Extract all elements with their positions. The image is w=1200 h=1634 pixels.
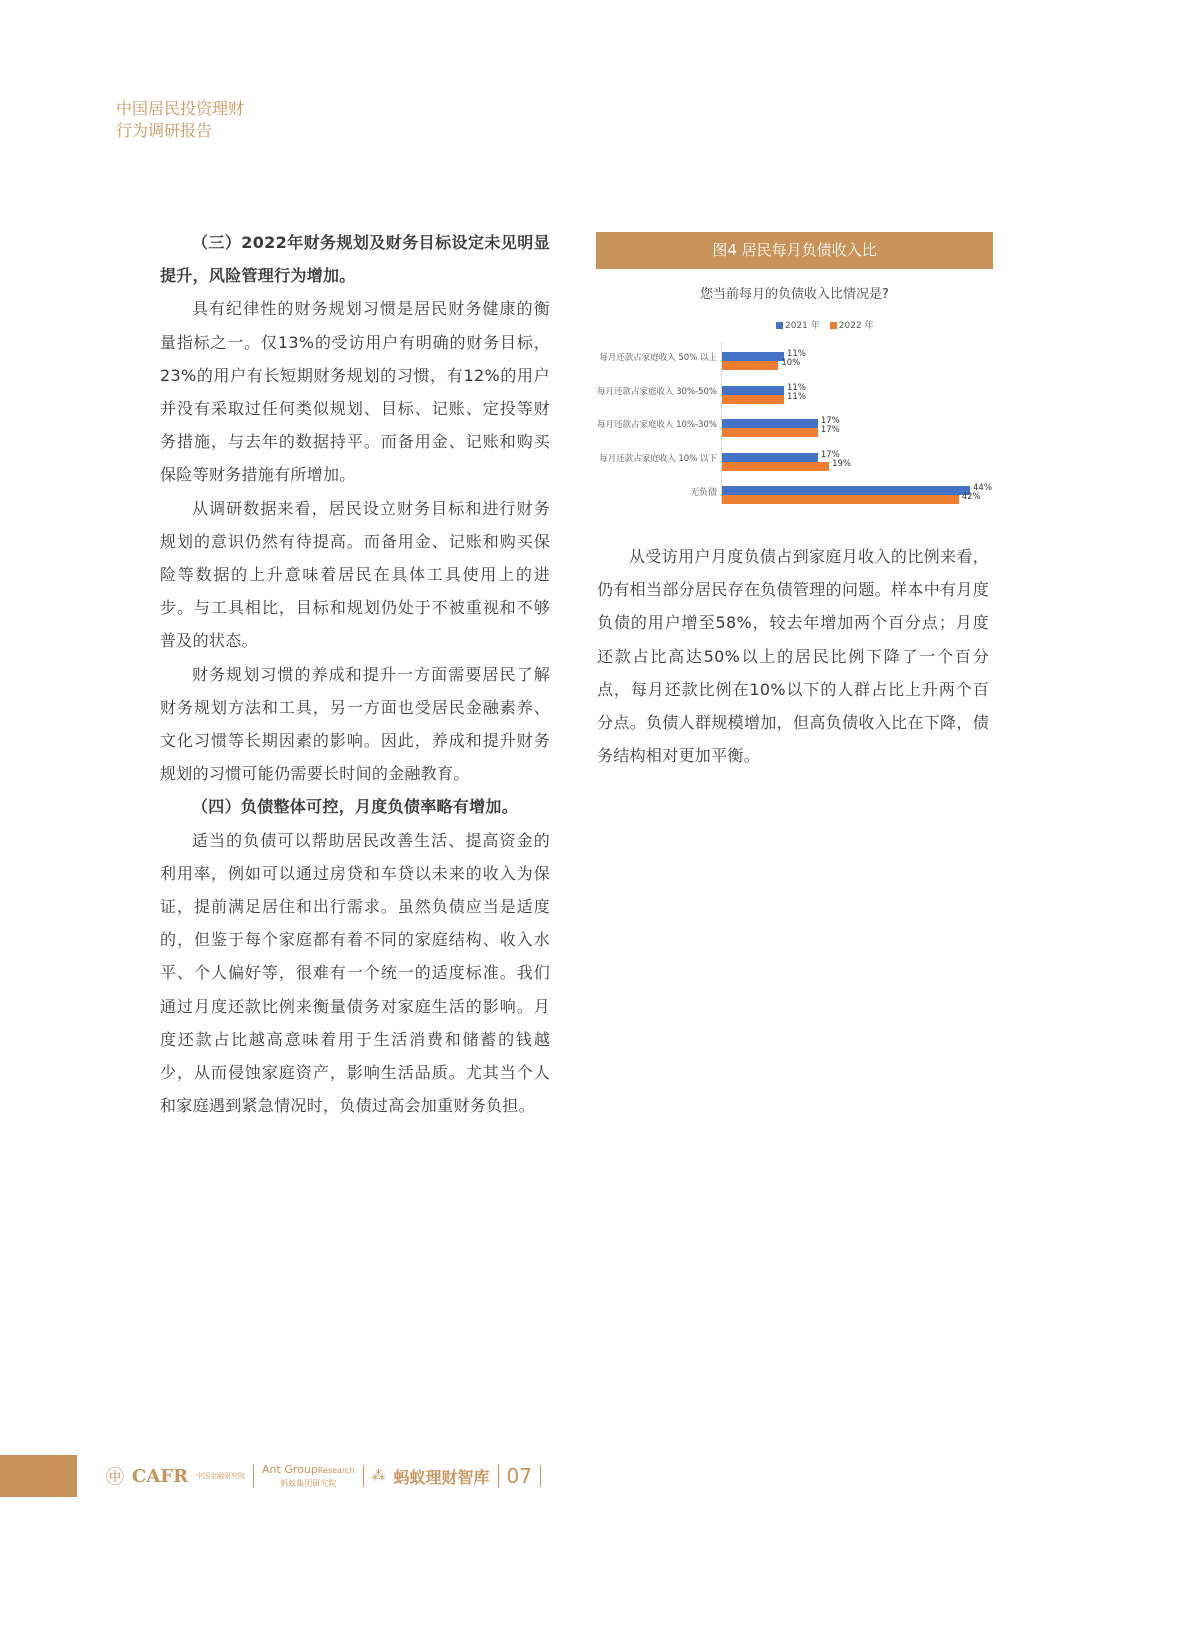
category-label: 每月还款占家庭收入 50% 以上 xyxy=(599,353,717,363)
bar-2022 xyxy=(722,462,829,471)
ant-group-text: Ant Group xyxy=(262,1462,318,1476)
footer-divider xyxy=(363,1465,364,1487)
category-label: 每月还款占家庭收入 30%-50% xyxy=(596,387,717,397)
data-label: 42% xyxy=(961,492,981,502)
legend-label: 2022 年 xyxy=(838,321,874,331)
section-heading: （三）2022年财务规划及财务目标设定未见明显提升，风险管理行为增加。 xyxy=(160,233,550,286)
ant-sub-text: 蚂蚁集团研究院 xyxy=(280,1478,337,1488)
footer-divider xyxy=(498,1465,499,1487)
brand-name: 蚂蚁理财智库 xyxy=(393,1467,490,1487)
left-column xyxy=(160,226,550,1122)
data-label: 17% xyxy=(820,425,840,435)
cafr-logo: CAFR xyxy=(132,1465,189,1487)
data-label: 11% xyxy=(787,349,806,359)
data-label: 44% xyxy=(973,483,992,493)
footer-divider xyxy=(540,1465,541,1487)
data-label: 11% xyxy=(787,392,806,402)
legend-swatch xyxy=(776,322,783,329)
bar-2022 xyxy=(722,395,784,404)
paragraph: 具有纪律性的财务规划习惯是居民财务健康的衡量指标之一。仅13%的受访用户有明确的财务目标，23%的用户有长短期财务规划的习惯，有12%的用户并没有采取过任何类似规划、目标、记账、定投等财务措施，与去年的数据持平。而备用金、记账和购买保险等财务措施有所增加。 xyxy=(160,299,550,485)
figure-title: 图4 居民每月负债收入比 xyxy=(596,232,993,269)
data-label: 19% xyxy=(832,459,851,469)
report-title xyxy=(116,98,244,142)
right-column xyxy=(597,540,989,772)
chart-title: 您当前每月的负债收入比情况是? xyxy=(700,287,889,302)
paragraph: 从调研数据来看，居民设立财务目标和进行财务规划的意识仍然有待提高。而备用金、记账和购买保险等数据的上升意味着居民在具体工具使用上的进步。与工具相比，目标和规划仍处于不被重视和不够普及的状态。 xyxy=(160,498,550,651)
cafr-logo-icon: ㊥ xyxy=(106,1467,124,1488)
report-title-line2: 行为调研报告 xyxy=(116,121,213,140)
category-label: 无负债 xyxy=(689,488,717,498)
legend-swatch xyxy=(830,322,837,329)
bar-2022 xyxy=(722,361,778,370)
bar-2021 xyxy=(722,419,818,428)
paragraph: 适当的负债可以帮助居民改善生活、提高资金的利用率，例如可以通过房贷和车贷以未来的收入为保证，提前满足居住和出行需求。虽然负债应当是适度的，但鉴于每个家庭都有着不同的家庭结构、收入水平、个人偏好等，很难有一个统一的适度标准。我们通过月度还款比例来衡量债务对家庭生活的影响。月度还款占比越高意味着用于生活消费和储蓄的钱越少，从而侵蚀家庭资产，影响生活品质。尤其当个人和家庭遇到紧急情况时，负债过高会加重财务负担。 xyxy=(160,830,550,1116)
category-label: 每月还款占家庭收入 10% 以下 xyxy=(599,454,717,464)
data-label: 17% xyxy=(820,450,840,460)
bar-2021 xyxy=(722,486,970,495)
ant-dots-icon: ⁂ xyxy=(371,1468,386,1484)
ant-group-logo xyxy=(262,1463,355,1490)
data-label: 11% xyxy=(787,383,806,393)
page-number: 07 xyxy=(506,1464,532,1488)
paragraph: 财务规划习惯的养成和提升一方面需要居民了解财务规划方法和工具，另一方面也受居民金融素养、文化习惯等长期因素的影响。因此，养成和提升财务规划的习惯可能仍需要长时间的金融教育。 xyxy=(160,664,550,784)
data-label: 17% xyxy=(820,416,840,426)
ant-research-text: Research xyxy=(317,1465,355,1475)
bar-2021 xyxy=(722,453,818,462)
data-label: 10% xyxy=(781,358,801,368)
legend-item xyxy=(830,321,874,331)
bar-2021 xyxy=(722,386,784,395)
footer-accent-block xyxy=(0,1455,77,1497)
cafr-sub: 中国金融研究院 xyxy=(196,1472,246,1480)
footer-divider xyxy=(253,1465,254,1487)
footer xyxy=(106,1460,541,1492)
paragraph: 从受访用户月度负债占到家庭月收入的比例来看，仍有相当部分居民存在负债管理的问题。样本中有月度负债的用户增至58%，较去年增加两个百分点；月度还款占比高达50%以上的居民比例下降了一个百分点，每月还款比例在10%以下的人群占比上升两个百分点。负债人群规模增加，但高负债收入比在下降，债务结构相对更加平衡。 xyxy=(597,547,989,766)
category-label: 每月还款占家庭收入 10%-30% xyxy=(596,420,717,430)
chart-legend xyxy=(776,318,884,331)
bar-2022 xyxy=(722,428,818,437)
legend-label: 2021 年 xyxy=(785,321,820,331)
bar-2021 xyxy=(722,352,784,361)
bar-2022 xyxy=(722,495,959,504)
section-heading: （四）负债整体可控，月度负债率略有增加。 xyxy=(192,797,519,817)
legend-item xyxy=(776,321,820,331)
report-title-line1: 中国居民投资理财 xyxy=(116,99,245,118)
